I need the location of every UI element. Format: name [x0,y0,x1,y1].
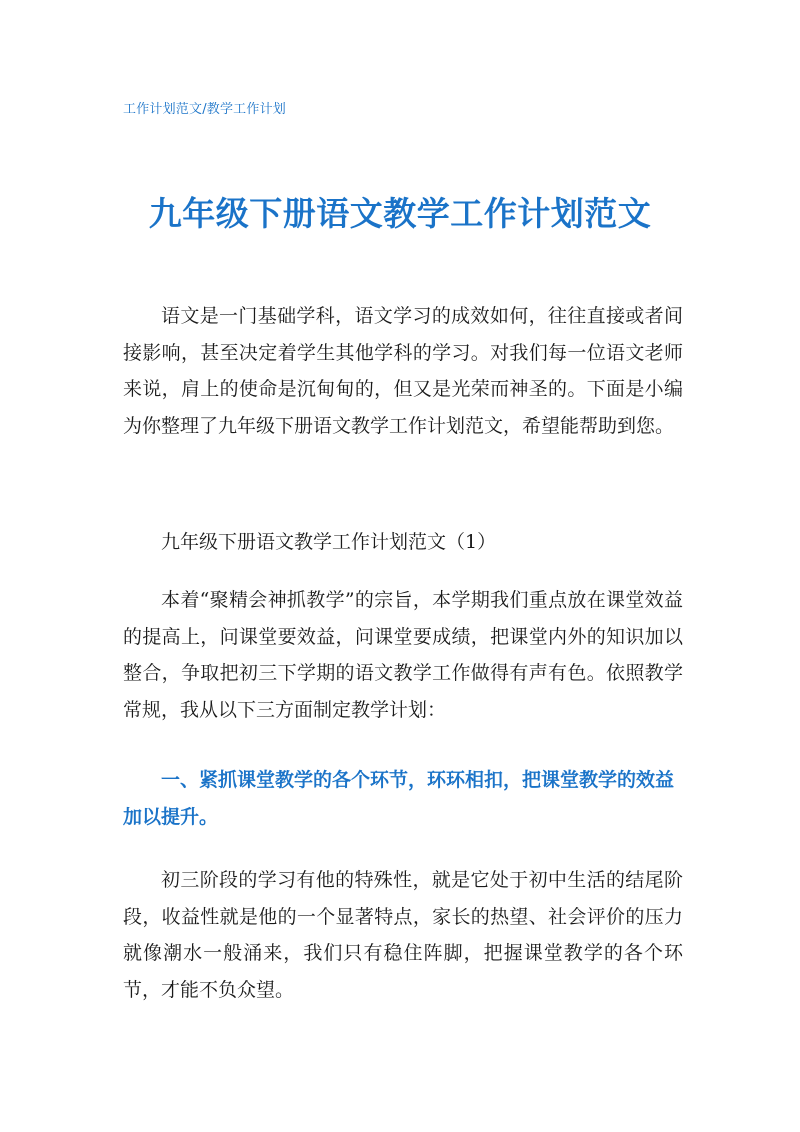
section-heading-1: 一、紧抓课堂教学的各个环节，环环相扣，把课堂教学的效益加以提升。 [123,769,675,828]
plan-subtitle: 九年级下册语文教学工作计划范文（1） [161,531,497,553]
intro-paragraph: 语文是一门基础学科，语文学习的成效如何，往往直接或者间接影响，甚至决定着学生其他学科的学习。对我们每一位语文老师来说，肩上的使命是沉甸甸的，但又是光荣而神圣的。下面是小编为你整理了九年级下册语文教学工作计划范文，希望能帮助到您。 [123,305,683,437]
breadcrumb[interactable]: 工作计划范文/教学工作计划 [123,102,286,117]
body-paragraph-2: 初三阶段的学习有他的特殊性，就是它处于初中生活的结尾阶段，收益性就是他的一个显著特点，家长的热望、社会评价的压力就像潮水一般涌来，我们只有稳住阵脚，把握课堂教学的各个环节，才能不负众望。 [123,869,683,1001]
page-title: 九年级下册语文教学工作计划范文 [148,194,652,233]
body-paragraph-1: 本着“聚精会神抓教学”的宗旨，本学期我们重点放在课堂效益的提高上，问课堂要效益，问课堂要成绩，把课堂内外的知识加以整合，争取把初三下学期的语文教学工作做得有声有色。依照教学常规，我从以下三方面制定教学计划： [123,589,683,721]
